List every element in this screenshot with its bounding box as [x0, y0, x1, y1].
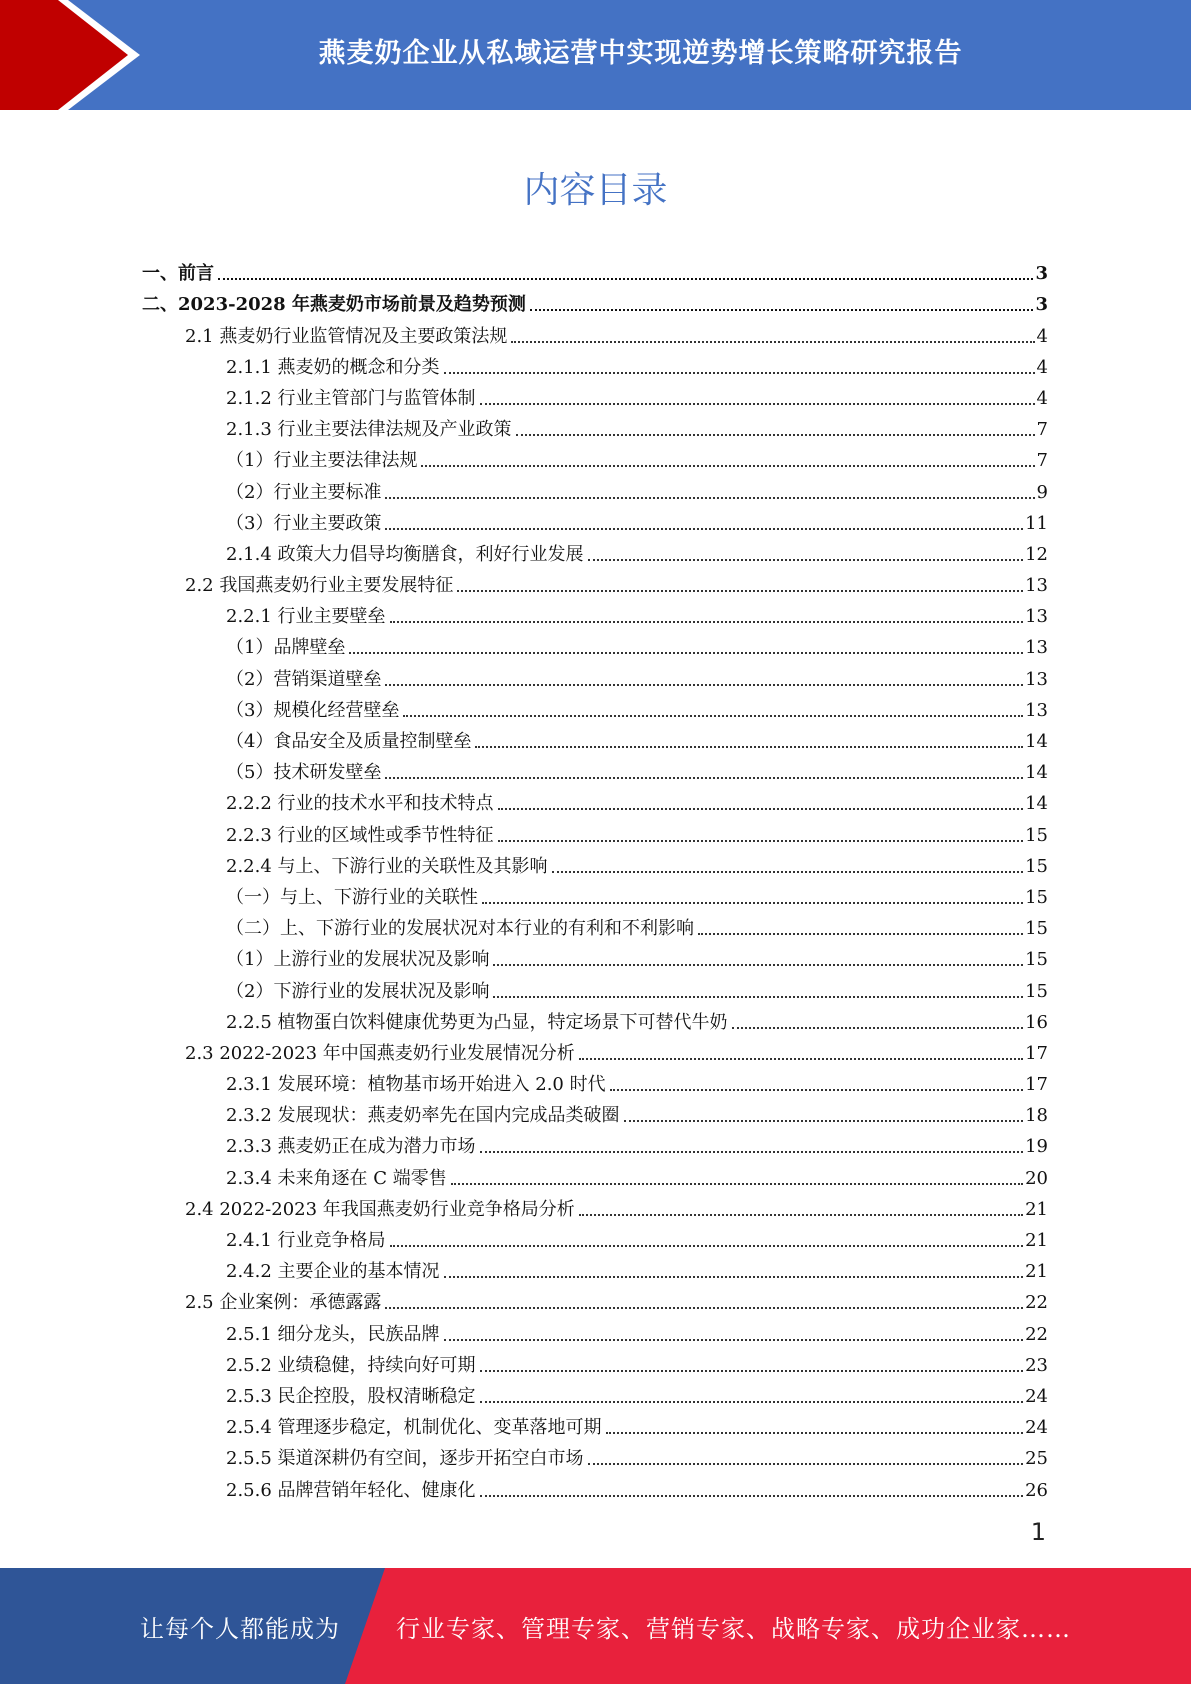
toc-dot-leader: [698, 933, 1023, 935]
toc-entry-page: 21: [1025, 1261, 1048, 1283]
toc-dot-leader: [498, 840, 1024, 842]
toc-entry-page: 15: [1025, 949, 1048, 971]
report-title: 燕麦奶企业从私域运营中实现逆势增长策略研究报告: [318, 37, 963, 69]
toc-dot-leader: [493, 964, 1023, 966]
toc-entry-page: 3: [1035, 263, 1048, 285]
toc-entry-page: 19: [1025, 1136, 1048, 1158]
toc-entry-title: 2.5.1 细分龙头，民族品牌: [226, 1323, 440, 1345]
toc-dot-leader: [444, 1276, 1024, 1278]
toc-entry-title: 2.4 2022-2023 年我国燕麦奶行业竞争格局分析: [185, 1198, 575, 1220]
toc-dot-leader: [421, 465, 1034, 467]
toc-entry[interactable]: [142, 1065, 1048, 1096]
toc-entry[interactable]: [142, 1439, 1048, 1470]
toc-dot-leader: [385, 497, 1034, 499]
toc-entry[interactable]: [142, 1252, 1048, 1283]
toc-entry-page: 13: [1025, 668, 1048, 690]
toc-entry-title: 2.1.4 政策大力倡导均衡膳食，利好行业发展: [226, 543, 584, 565]
toc-entry[interactable]: [142, 753, 1048, 784]
toc-entry-title: 2.3 2022-2023 年中国燕麦奶行业发展情况分析: [185, 1042, 575, 1064]
toc-entry-title: （1）行业主要法律法规: [226, 450, 418, 472]
toc-entry-page: 15: [1025, 980, 1048, 1002]
toc-entry[interactable]: [142, 1314, 1048, 1345]
toc-entry-page: 13: [1025, 637, 1048, 659]
toc-entry-title: 2.5.5 渠道深耕仍有空间，逐步开拓空白市场: [226, 1448, 584, 1470]
toc-entry-title: 2.5.6 品牌营销年轻化、健康化: [226, 1479, 476, 1501]
toc-entry[interactable]: [142, 1158, 1048, 1189]
toc-entry-title: （3）规模化经营壁垒: [226, 699, 400, 721]
toc-entry-page: 11: [1025, 512, 1048, 534]
toc-entry[interactable]: [142, 1283, 1048, 1314]
toc-dot-leader: [511, 341, 1034, 343]
toc-heading: 内容目录: [523, 170, 668, 211]
toc-dot-leader: [475, 746, 1023, 748]
toc-dot-leader: [349, 652, 1023, 654]
toc-entry-page: 21: [1025, 1230, 1048, 1251]
toc-entry[interactable]: [142, 1190, 1048, 1221]
toc-entry[interactable]: [142, 1096, 1048, 1127]
toc-entry-title: （1）品牌壁垒: [226, 637, 346, 659]
toc-entry[interactable]: [142, 628, 1048, 659]
toc-entry[interactable]: [142, 566, 1048, 597]
toc-entry-page: 14: [1025, 731, 1048, 752]
toc-entry-title: （3）行业主要政策: [226, 512, 382, 534]
toc-entry-page: 16: [1025, 1011, 1048, 1033]
toc-entry-title: （2）行业主要标准: [226, 481, 382, 503]
toc-entry-page: 25: [1025, 1448, 1048, 1470]
toc-dot-leader: [385, 777, 1023, 779]
toc-entry-page: 12: [1025, 543, 1048, 565]
toc-dot-leader: [451, 1183, 1023, 1185]
toc-entry-title: 2.4.2 主要企业的基本情况: [226, 1261, 440, 1283]
page-number: 1: [1030, 1518, 1046, 1546]
toc-entry-title: 2.3.1 发展环境：植物基市场开始进入 2.0 时代: [226, 1074, 606, 1096]
toc-dot-leader: [516, 434, 1035, 436]
toc-dot-leader: [732, 1027, 1024, 1029]
toc-entry[interactable]: [142, 1034, 1048, 1065]
toc-entry[interactable]: [142, 1470, 1048, 1501]
toc-entry-page: 4: [1036, 387, 1048, 409]
toc-entry-title: （2）营销渠道壁垒: [226, 668, 382, 690]
toc-entry-title: 2.3.3 燕麦奶正在成为潜力市场: [226, 1136, 476, 1158]
toc-entry[interactable]: [142, 909, 1048, 940]
toc-dot-leader: [482, 902, 1023, 904]
toc-entry-page: 4: [1036, 356, 1048, 378]
footer-slogan-right: 行业专家、管理专家、营销专家、战略专家、成功企业家……: [396, 1614, 1071, 1643]
toc-entry[interactable]: [142, 285, 1048, 316]
toc-entry[interactable]: [142, 379, 1048, 410]
toc-entry-title: 2.1 燕麦奶行业监管情况及主要政策法规: [185, 325, 508, 347]
toc-entry[interactable]: [142, 878, 1048, 909]
toc-dot-leader: [493, 996, 1023, 998]
toc-dot-leader: [390, 621, 1024, 623]
toc-entry-page: 7: [1036, 450, 1048, 472]
toc-dot-leader: [385, 1307, 1023, 1309]
toc-entry-page: 20: [1025, 1167, 1048, 1189]
toc-dot-leader: [480, 1495, 1024, 1497]
toc-entry-title: （4）食品安全及质量控制壁垒: [226, 731, 472, 752]
toc-entry[interactable]: [142, 659, 1048, 690]
toc-dot-leader: [480, 1370, 1024, 1372]
toc-dot-leader: [624, 1120, 1024, 1122]
toc-entry-page: 15: [1025, 918, 1048, 940]
toc-entry-page: 22: [1025, 1323, 1048, 1345]
toc-entry[interactable]: [142, 348, 1048, 379]
toc-dot-leader: [610, 1089, 1024, 1091]
toc-entry-page: 14: [1025, 762, 1048, 784]
toc-entry-page: 13: [1025, 699, 1048, 721]
toc-dot-leader: [579, 1214, 1023, 1216]
toc-entry-title: 2.2.5 植物蛋白饮料健康优势更为凸显，特定场景下可替代牛奶: [226, 1011, 728, 1033]
toc-entry-title: 二、2023-2028 年燕麦奶市场前景及趋势预测: [142, 294, 526, 316]
toc-entry-title: （二）上、下游行业的发展状况对本行业的有利和不利影响: [226, 918, 694, 940]
toc-dot-leader: [385, 684, 1023, 686]
toc-entry-page: 3: [1035, 294, 1048, 316]
toc-entry[interactable]: [142, 597, 1048, 628]
toc-entry-title: 2.5.2 业绩稳健，持续向好可期: [226, 1354, 476, 1376]
toc-entry-title: 2.4.1 行业竞争格局: [226, 1230, 386, 1251]
toc-entry-page: 17: [1025, 1074, 1048, 1096]
toc-dot-leader: [480, 1151, 1024, 1153]
toc-entry-page: 24: [1025, 1385, 1048, 1407]
toc-entry[interactable]: [142, 971, 1048, 1002]
toc-dot-leader: [606, 1432, 1024, 1434]
toc-entry-page: 9: [1036, 481, 1048, 503]
toc-entry[interactable]: [142, 504, 1048, 535]
toc-entry-page: 24: [1025, 1417, 1048, 1439]
toc-entry[interactable]: [142, 1346, 1048, 1377]
toc-entry[interactable]: [142, 1408, 1048, 1439]
toc-dot-leader: [480, 403, 1035, 405]
toc-entry-page: 13: [1025, 606, 1048, 628]
toc-entry[interactable]: [142, 784, 1048, 815]
toc-entry[interactable]: [142, 940, 1048, 971]
toc-dot-leader: [588, 1463, 1024, 1465]
toc-entry-page: 17: [1025, 1042, 1048, 1064]
toc-entry-page: 26: [1025, 1479, 1048, 1501]
toc-dot-leader: [444, 1339, 1024, 1341]
toc-entry[interactable]: [142, 441, 1048, 472]
toc-entry-title: 2.2.3 行业的区域性或季节性特征: [226, 824, 494, 846]
toc-dot-leader: [457, 590, 1023, 592]
toc-entry-title: 2.2 我国燕麦奶行业主要发展特征: [185, 575, 454, 597]
toc-entry-page: 18: [1025, 1105, 1048, 1127]
toc-entry[interactable]: [142, 847, 1048, 878]
toc-entry-title: 一、前言: [142, 263, 214, 285]
toc-entry-title: 2.5 企业案例：承德露露: [185, 1292, 382, 1314]
toc-dot-leader: [218, 278, 1033, 280]
toc-entry[interactable]: [142, 1127, 1048, 1158]
toc-dot-leader: [498, 808, 1024, 810]
toc-entry-page: 22: [1025, 1292, 1048, 1314]
page-footer: [0, 1568, 1191, 1684]
toc-entry-title: （2）下游行业的发展状况及影响: [226, 980, 490, 1002]
toc-entry-page: 15: [1025, 855, 1048, 877]
toc-dot-leader: [588, 559, 1024, 561]
toc-entry[interactable]: [142, 254, 1048, 285]
toc-entry[interactable]: [142, 691, 1048, 722]
toc-entry-page: 23: [1025, 1354, 1048, 1376]
toc-dot-leader: [552, 871, 1024, 873]
toc-entry[interactable]: [142, 722, 1048, 753]
toc-entry-title: （一）与上、下游行业的关联性: [226, 886, 478, 908]
header-chevron-decoration: [0, 0, 160, 110]
toc-entry-page: 13: [1025, 575, 1048, 597]
toc-entry[interactable]: [142, 472, 1048, 503]
toc-dot-leader: [444, 372, 1035, 374]
toc-entry-title: 2.3.4 未来角逐在 C 端零售: [226, 1167, 447, 1189]
toc-entry-page: 4: [1036, 325, 1048, 347]
toc-entry-page: 15: [1025, 886, 1048, 908]
toc-entry-title: 2.1.1 燕麦奶的概念和分类: [226, 356, 440, 378]
toc-dot-leader: [385, 528, 1023, 530]
toc-entry-title: 2.3.2 发展现状：燕麦奶率先在国内完成品类破圈: [226, 1105, 620, 1127]
toc-entry[interactable]: [142, 535, 1048, 566]
toc-entry-title: 2.5.4 管理逐步稳定，机制优化、变革落地可期: [226, 1417, 602, 1439]
toc-entry-page: 7: [1036, 419, 1048, 441]
toc-dot-leader: [530, 309, 1034, 311]
toc-entry-title: 2.1.3 行业主要法律法规及产业政策: [226, 419, 512, 441]
toc-dot-leader: [390, 1245, 1024, 1247]
table-of-contents: [142, 254, 1048, 1502]
toc-entry[interactable]: [142, 410, 1048, 441]
toc-entry-title: 2.2.1 行业主要壁垒: [226, 606, 386, 628]
toc-dot-leader: [579, 1058, 1023, 1060]
footer-slogan-left: 让每个人都能成为: [140, 1614, 340, 1643]
toc-entry[interactable]: [142, 316, 1048, 347]
toc-entry-title: 2.2.2 行业的技术水平和技术特点: [226, 793, 494, 815]
toc-entry-page: 14: [1025, 793, 1048, 815]
toc-dot-leader: [480, 1401, 1024, 1403]
toc-entry-title: （5）技术研发壁垒: [226, 762, 382, 784]
toc-entry[interactable]: [142, 1377, 1048, 1408]
toc-entry-title: （1）上游行业的发展状况及影响: [226, 949, 490, 971]
toc-entry-page: 15: [1025, 824, 1048, 846]
toc-entry-page: 21: [1025, 1198, 1048, 1220]
toc-entry-title: 2.2.4 与上、下游行业的关联性及其影响: [226, 855, 548, 877]
toc-entry[interactable]: [142, 815, 1048, 846]
page-header: [0, 0, 1191, 110]
toc-entry[interactable]: [142, 1221, 1048, 1252]
toc-entry-title: 2.5.3 民企控股，股权清晰稳定: [226, 1385, 476, 1407]
toc-entry-title: 2.1.2 行业主管部门与监管体制: [226, 387, 476, 409]
toc-entry[interactable]: [142, 1003, 1048, 1034]
toc-dot-leader: [403, 715, 1023, 717]
